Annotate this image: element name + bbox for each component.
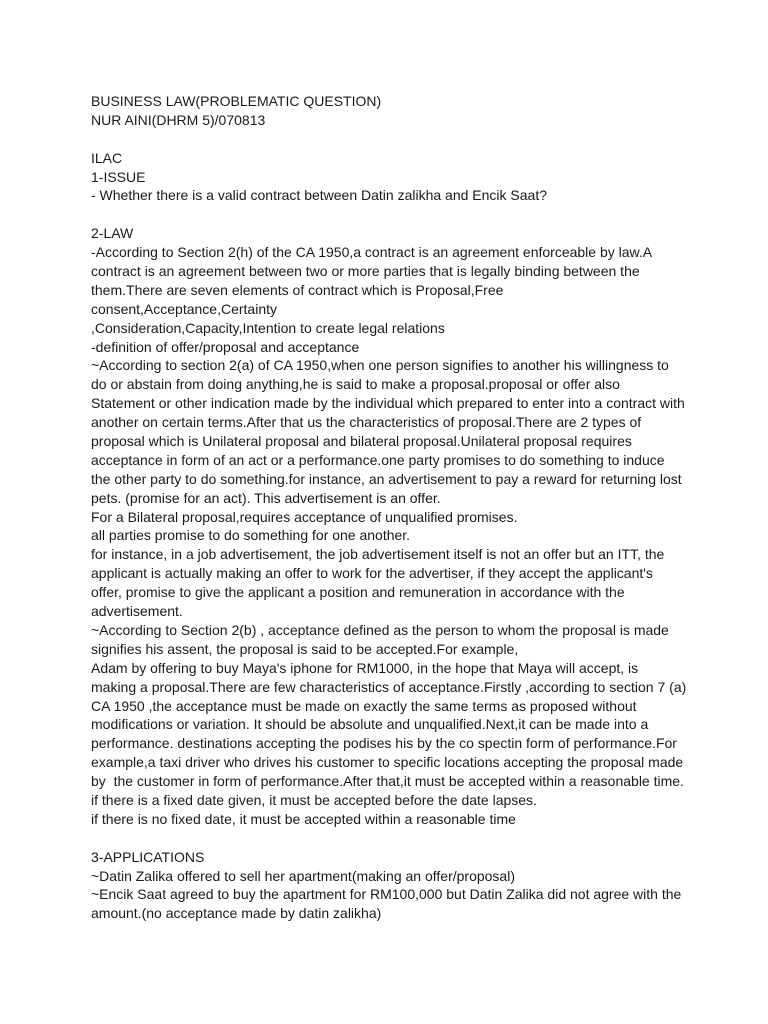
applications-line: amount.(no acceptance made by datin zalikha) (91, 905, 382, 922)
law-line: if there is no fixed date, it must be accepted within a reasonable time (91, 810, 516, 827)
applications-line: ~Datin Zalika offered to sell her apartment(making an offer/proposal) (91, 867, 515, 884)
author-line: NUR AINI(DHRM 5)/070813 (91, 111, 266, 128)
law-line: if there is a fixed date given, it must be accepted before the date lapses. (91, 791, 537, 808)
law-line: applicant is actually making an offer to work for the advertiser, if they accept the applicant's (91, 565, 653, 582)
law-line: ,Consideration,Capacity,Intention to create legal relations (91, 319, 445, 336)
document-title: BUSINESS LAW(PROBLEMATIC QUESTION) (91, 93, 382, 109)
law-line: ~According to section 2(a) of CA 1950,when one person signifies to another his willingness to (91, 357, 669, 374)
law-line: another on certain terms.After that us the characteristics of proposal.There are 2 types of (91, 414, 642, 431)
law-line: acceptance in form of an act or a performance.one party promises to do something to induce (91, 451, 665, 468)
law-line: contract is an agreement between two or more parties that is legally binding between the (91, 263, 640, 280)
law-line: pets. (promise for an act). This advertisement is an offer. (91, 489, 441, 506)
ilac-label: ILAC (91, 149, 123, 166)
law-line: For a Bilateral proposal,requires acceptance of unqualified promises. (91, 508, 518, 525)
law-line: Adam by offering to buy Maya's iphone for RM1000, in the hope that Maya will accept, is (91, 659, 639, 676)
law-line: proposal which is Unilateral proposal and bilateral proposal.Unilateral proposal requires (91, 433, 632, 450)
law-line: all parties promise to do something for one another. (91, 527, 411, 544)
law-line: ~According to Section 2(b) , acceptance defined as the person to whom the proposal is made (91, 621, 669, 638)
law-line: Statement or other indication made by the individual which prepared to enter into a contract with (91, 395, 685, 412)
issue-line: - Whether there is a valid contract between Datin zalikha and Encik Saat? (91, 187, 548, 204)
applications-line: ~Encik Saat agreed to buy the apartment for RM100,000 but Datin Zalika did not agree with the (91, 886, 682, 903)
document-page (91, 92, 691, 923)
law-line: do or abstain from doing anything,he is said to make a proposal.proposal or offer also (91, 376, 620, 393)
law-line: by the customer in form of performance.After that,it must be accepted within a reasonable time. (91, 773, 684, 790)
law-heading: 2-LAW (91, 225, 134, 242)
law-line: the other party to do something.for instance, an advertisement to pay a reward for returning lost (91, 470, 682, 487)
law-line: signifies his assent, the proposal is said to be accepted.For example, (91, 640, 519, 657)
law-line: CA 1950 ,the acceptance must be made on exactly the same terms as proposed without (91, 697, 637, 714)
law-line: -definition of offer/proposal and acceptance (91, 338, 360, 355)
law-line: offer, promise to give the applicant a position and remuneration in accordance with the (91, 584, 625, 601)
law-line: example,a taxi driver who drives his customer to specific locations accepting the proposal made (91, 754, 684, 771)
applications-body (91, 867, 691, 924)
law-line: advertisement. (91, 603, 183, 620)
law-line: for instance, in a job advertisement, the job advertisement itself is not an offer but an ITT, the (91, 546, 665, 563)
spacer (91, 130, 691, 149)
law-line: -According to Section 2(h) of the CA 1950,a contract is an agreement enforceable by law.A (91, 244, 653, 261)
law-line: modifications or variation. It should be absolute and unqualified.Next,it can be made into a (91, 716, 649, 733)
issue-heading: 1-ISSUE (91, 168, 146, 185)
law-line: them.There are seven elements of contract which is Proposal,Free (91, 281, 504, 298)
spacer (91, 205, 691, 224)
spacer (91, 829, 691, 848)
law-line: consent,Acceptance,Certainty (91, 300, 277, 317)
law-line: making a proposal.There are few characteristics of acceptance.Firstly ,according to section 7 (a) (91, 678, 687, 695)
issue-body (91, 186, 691, 205)
law-body (91, 243, 691, 829)
law-line: performance. destinations accepting the podises his by the co spectin form of performance.For (91, 735, 677, 752)
applications-heading: 3-APPLICATIONS (91, 848, 205, 865)
